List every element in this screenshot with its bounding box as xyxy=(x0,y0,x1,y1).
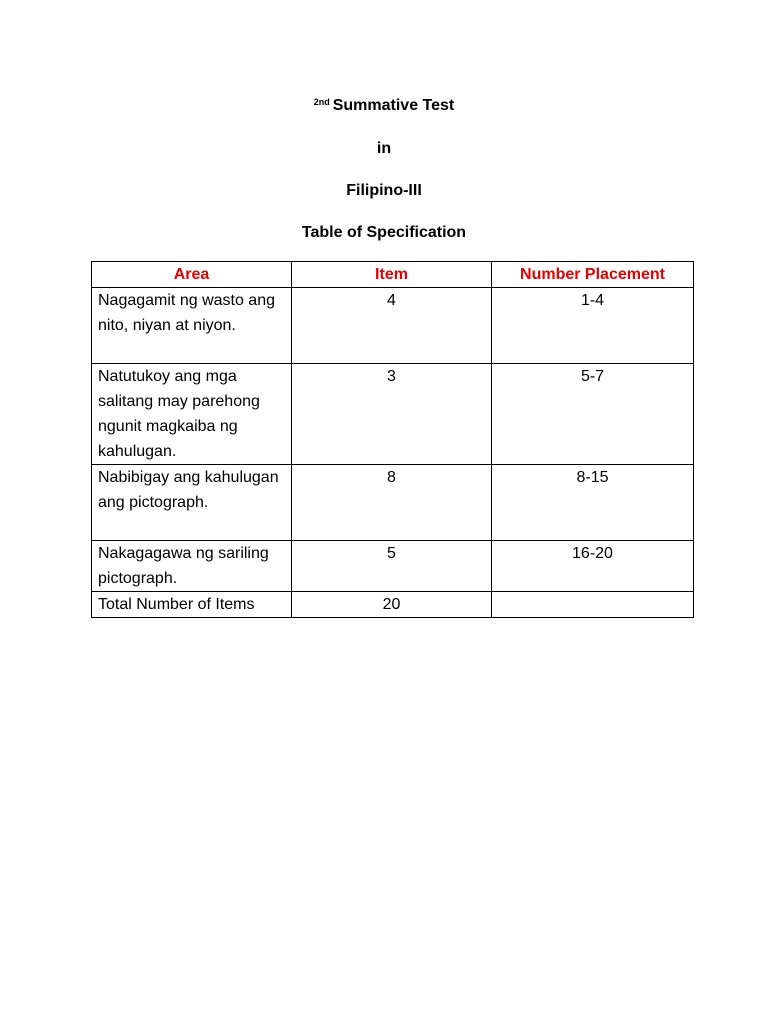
cell-item: 3 xyxy=(292,364,492,465)
total-label: Total Number of Items xyxy=(92,592,292,618)
title-connector: in xyxy=(376,140,392,157)
title-line xyxy=(0,96,768,116)
title-text: Summative Test xyxy=(332,97,455,114)
table-header-row xyxy=(92,262,694,288)
total-placement xyxy=(492,592,694,618)
total-item: 20 xyxy=(292,592,492,618)
table-caption: Table of Specification xyxy=(301,224,467,241)
ordinal-superscript: 2nd xyxy=(313,97,330,107)
cell-area: Natutukoy ang mga salitang may parehong ngunit magkaiba ng kahulugan. xyxy=(92,364,292,465)
header-number-placement: Number Placement xyxy=(492,262,694,288)
table-row xyxy=(92,541,694,592)
table-row xyxy=(92,364,694,465)
header-item: Item xyxy=(292,262,492,288)
total-row xyxy=(92,592,694,618)
cell-area: Nabibigay ang kahulugan ang pictograph. xyxy=(92,465,292,541)
cell-item: 4 xyxy=(292,288,492,364)
cell-area: Nakagagawa ng sariling pictograph. xyxy=(92,541,292,592)
table-row xyxy=(92,288,694,364)
cell-placement: 1-4 xyxy=(492,288,694,364)
cell-placement: 8-15 xyxy=(492,465,694,541)
specification-table xyxy=(91,261,694,618)
cell-area: Nagagamit ng wasto ang nito, niyan at niyon. xyxy=(92,288,292,364)
cell-item: 5 xyxy=(292,541,492,592)
table-row xyxy=(92,465,694,541)
cell-item: 8 xyxy=(292,465,492,541)
subject-title: Filipino-III xyxy=(346,182,422,199)
cell-placement: 16-20 xyxy=(492,541,694,592)
cell-placement: 5-7 xyxy=(492,364,694,465)
header-area: Area xyxy=(92,262,292,288)
